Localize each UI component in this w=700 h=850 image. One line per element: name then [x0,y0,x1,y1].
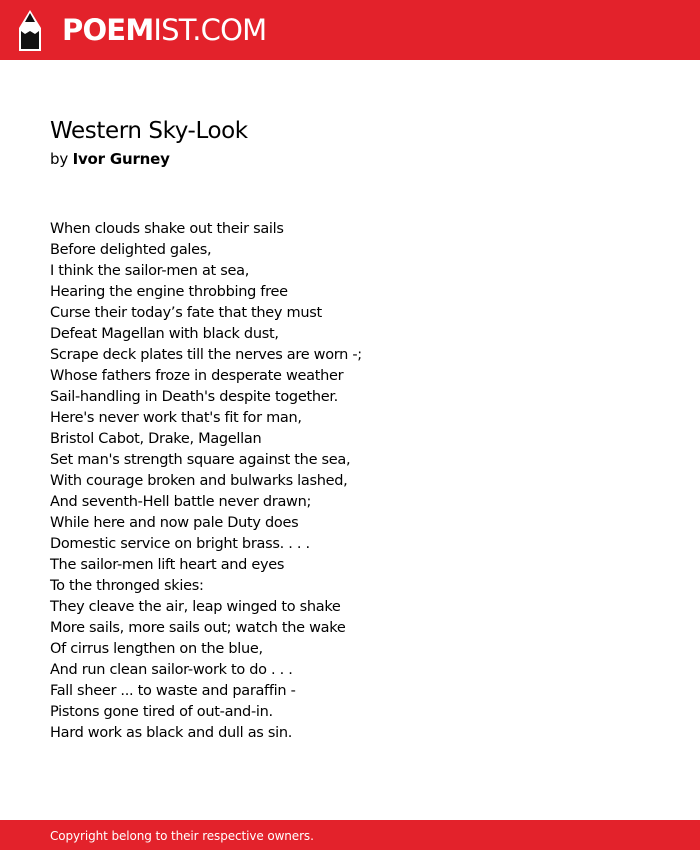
poem-line: Here's never work that's fit for man, [50,410,302,426]
poem-byline [50,148,170,170]
site-logo-link[interactable] [62,12,266,48]
pencil-tip-icon[interactable] [17,10,43,51]
brand-name-bold: POEM [62,13,154,47]
copyright-notice: Copyright belong to their respective owners. [50,829,314,843]
poem-line: They cleave the air, leap winged to shake [50,599,341,615]
poem-line: Bristol Cabot, Drake, Magellan [50,431,262,447]
poem-line: To the thronged skies: [50,578,204,594]
poem-line: Of cirrus lengthen on the blue, [50,641,263,657]
poem-line: Pistons gone tired of out-and-in. [50,704,273,720]
poem-line: With courage broken and bulwarks lashed, [50,473,348,489]
poem-line: More sails, more sails out; watch the wake [50,620,346,636]
poem-line: The sailor-men lift heart and eyes [50,557,285,573]
poem-line: Whose fathers froze in desperate weather [50,368,344,384]
by-label: by [50,150,68,168]
poem-line: When clouds shake out their sails [50,221,284,237]
poem-line: Hard work as black and dull as sin. [50,725,293,741]
poem-line: Sail-handling in Death's despite together. [50,389,338,405]
poem-line: And run clean sailor-work to do . . . [50,662,293,678]
site-header [0,0,700,60]
poem-line: Fall sheer ... to waste and paraffin - [50,683,296,699]
poem-title: Western Sky-Look [50,118,248,144]
poem-line: Before delighted gales, [50,242,212,258]
poem-body [50,219,362,744]
poem-line: Hearing the engine throbbing free [50,284,288,300]
poem-line: Domestic service on bright brass. . . . [50,536,310,552]
poem-line: And seventh-Hell battle never drawn; [50,494,312,510]
poem-author: Ivor Gurney [72,150,170,168]
poem-line: Defeat Magellan with black dust, [50,326,279,342]
brand-name-light: IST.COM [153,13,267,47]
poem-line: Curse their today’s fate that they must [50,305,322,321]
poem-line: I think the sailor-men at sea, [50,263,250,279]
site-footer [0,820,700,850]
poem-line: Set man's strength square against the sea, [50,452,351,468]
poem-line: While here and now pale Duty does [50,515,299,531]
poem-line: Scrape deck plates till the nerves are worn -; [50,347,362,363]
